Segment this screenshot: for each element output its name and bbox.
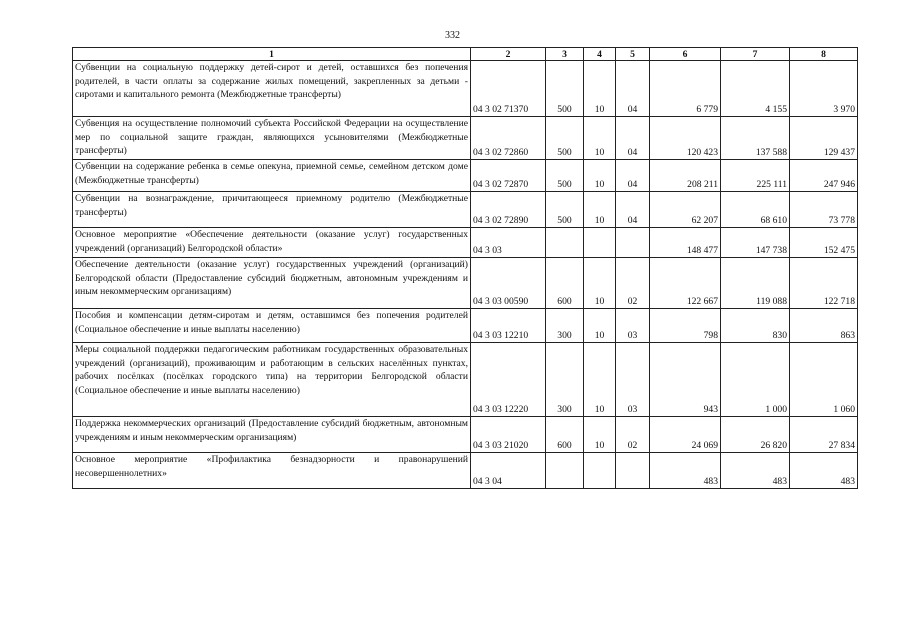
row-value-6: 24 069 bbox=[650, 417, 721, 453]
row-value-8: 27 834 bbox=[790, 417, 858, 453]
col-header-6: 6 bbox=[650, 48, 721, 61]
table-row bbox=[73, 228, 858, 258]
row-value-8: 1 060 bbox=[790, 343, 858, 417]
row-value-8: 863 bbox=[790, 309, 858, 343]
row-col4: 10 bbox=[584, 160, 616, 192]
table-row bbox=[73, 453, 858, 489]
row-value-7: 26 820 bbox=[721, 417, 790, 453]
row-code: 04 3 02 72890 bbox=[471, 192, 546, 228]
row-col3: 600 bbox=[546, 258, 584, 309]
row-col4: 10 bbox=[584, 192, 616, 228]
row-col5: 04 bbox=[616, 61, 650, 117]
col-header-4: 4 bbox=[584, 48, 616, 61]
row-col5: 03 bbox=[616, 343, 650, 417]
row-code: 04 3 04 bbox=[471, 453, 546, 489]
row-value-6: 943 bbox=[650, 343, 721, 417]
col-header-8: 8 bbox=[790, 48, 858, 61]
row-value-6: 208 211 bbox=[650, 160, 721, 192]
row-col5: 04 bbox=[616, 160, 650, 192]
row-value-6: 798 bbox=[650, 309, 721, 343]
table-row bbox=[73, 160, 858, 192]
table-row bbox=[73, 117, 858, 160]
table-row bbox=[73, 61, 858, 117]
row-col3: 500 bbox=[546, 117, 584, 160]
table-row bbox=[73, 192, 858, 228]
row-value-7: 1 000 bbox=[721, 343, 790, 417]
header-row bbox=[73, 48, 858, 61]
row-value-6: 122 667 bbox=[650, 258, 721, 309]
row-value-8: 483 bbox=[790, 453, 858, 489]
row-col4: 10 bbox=[584, 258, 616, 309]
row-description: Обеспечение деятельности (оказание услуг) государственных учреждений (организаций) Белгородской области (Предоставление субсидий бюджетным, автономным учреждениям и иным некоммерческим организациям) bbox=[73, 258, 471, 309]
row-value-8: 3 970 bbox=[790, 61, 858, 117]
col-header-1: 1 bbox=[73, 48, 471, 61]
row-col4: 10 bbox=[584, 61, 616, 117]
col-header-5: 5 bbox=[616, 48, 650, 61]
row-col3: 600 bbox=[546, 417, 584, 453]
row-col5: 03 bbox=[616, 309, 650, 343]
row-value-8: 122 718 bbox=[790, 258, 858, 309]
row-col3 bbox=[546, 453, 584, 489]
row-value-7: 68 610 bbox=[721, 192, 790, 228]
row-value-6: 483 bbox=[650, 453, 721, 489]
row-col3: 300 bbox=[546, 309, 584, 343]
row-description: Субвенции на содержание ребенка в семье опекуна, приемной семье, семейном детском доме (Межбюджетные трансферты) bbox=[73, 160, 471, 192]
table-row bbox=[73, 343, 858, 417]
row-description: Поддержка некоммерческих организаций (Предоставление субсидий бюджетным, автономным учреждениям и иным некоммерческим организациям) bbox=[73, 417, 471, 453]
row-code: 04 3 03 21020 bbox=[471, 417, 546, 453]
row-description: Субвенции на вознаграждение, причитающееся приемному родителю (Межбюджетные трансферты) bbox=[73, 192, 471, 228]
row-description: Меры социальной поддержки педагогическим работникам государственных образовательных учреждений (организаций), проживающим и работающим в сельских населённых пунктах, рабочих посёлках (посёлках городского типа) на территории Белгородской области (Социальное обеспечение и иные выплаты населению) bbox=[73, 343, 471, 417]
col-header-2: 2 bbox=[471, 48, 546, 61]
row-col4: 10 bbox=[584, 417, 616, 453]
row-value-7: 147 738 bbox=[721, 228, 790, 258]
row-col5: 02 bbox=[616, 417, 650, 453]
row-code: 04 3 03 bbox=[471, 228, 546, 258]
row-col3: 500 bbox=[546, 192, 584, 228]
row-code: 04 3 02 72870 bbox=[471, 160, 546, 192]
row-col3 bbox=[546, 228, 584, 258]
row-value-8: 152 475 bbox=[790, 228, 858, 258]
table-row bbox=[73, 258, 858, 309]
row-value-7: 137 588 bbox=[721, 117, 790, 160]
page-number: 332 bbox=[445, 30, 460, 41]
row-col3: 500 bbox=[546, 61, 584, 117]
row-value-6: 62 207 bbox=[650, 192, 721, 228]
row-description: Субвенция на осуществление полномочий субъекта Российской Федерации на осуществление мер по социальной защите граждан, являющихся усыновителями (Межбюджетные трансферты) bbox=[73, 117, 471, 160]
row-col4: 10 bbox=[584, 343, 616, 417]
row-col5 bbox=[616, 453, 650, 489]
row-value-8: 129 437 bbox=[790, 117, 858, 160]
row-code: 04 3 03 12210 bbox=[471, 309, 546, 343]
row-description: Субвенции на социальную поддержку детей-сирот и детей, оставшихся без попечения родителей, в части оплаты за содержание жилых помещений, закрепленных за детьми - сиротами и капитального ремонта (Межбюджетные трансферты) bbox=[73, 61, 471, 117]
row-value-7: 225 111 bbox=[721, 160, 790, 192]
row-col4 bbox=[584, 453, 616, 489]
row-col4 bbox=[584, 228, 616, 258]
row-col3: 300 bbox=[546, 343, 584, 417]
row-col4: 10 bbox=[584, 117, 616, 160]
col-header-3: 3 bbox=[546, 48, 584, 61]
row-col3: 500 bbox=[546, 160, 584, 192]
row-code: 04 3 03 00590 bbox=[471, 258, 546, 309]
row-description: Основное мероприятие «Обеспечение деятельности (оказание услуг) государственных учреждений (организаций) Белгородской области» bbox=[73, 228, 471, 258]
row-col5: 02 bbox=[616, 258, 650, 309]
row-code: 04 3 02 71370 bbox=[471, 61, 546, 117]
row-value-7: 119 088 bbox=[721, 258, 790, 309]
row-value-8: 247 946 bbox=[790, 160, 858, 192]
row-code: 04 3 02 72860 bbox=[471, 117, 546, 160]
row-value-6: 148 477 bbox=[650, 228, 721, 258]
table-row bbox=[73, 417, 858, 453]
row-value-7: 4 155 bbox=[721, 61, 790, 117]
row-col4: 10 bbox=[584, 309, 616, 343]
col-header-7: 7 bbox=[721, 48, 790, 61]
row-code: 04 3 03 12220 bbox=[471, 343, 546, 417]
row-col5: 04 bbox=[616, 192, 650, 228]
row-value-8: 73 778 bbox=[790, 192, 858, 228]
row-value-6: 120 423 bbox=[650, 117, 721, 160]
row-value-6: 6 779 bbox=[650, 61, 721, 117]
row-value-7: 830 bbox=[721, 309, 790, 343]
row-description: Пособия и компенсации детям-сиротам и детям, оставшимся без попечения родителей (Социальное обеспечение и иные выплаты населению) bbox=[73, 309, 471, 343]
row-description: Основное мероприятие «Профилактика безнадзорности и правонарушений несовершеннолетних» bbox=[73, 453, 471, 489]
row-col5: 04 bbox=[616, 117, 650, 160]
budget-table bbox=[72, 47, 858, 489]
row-value-7: 483 bbox=[721, 453, 790, 489]
table-row bbox=[73, 309, 858, 343]
row-col5 bbox=[616, 228, 650, 258]
